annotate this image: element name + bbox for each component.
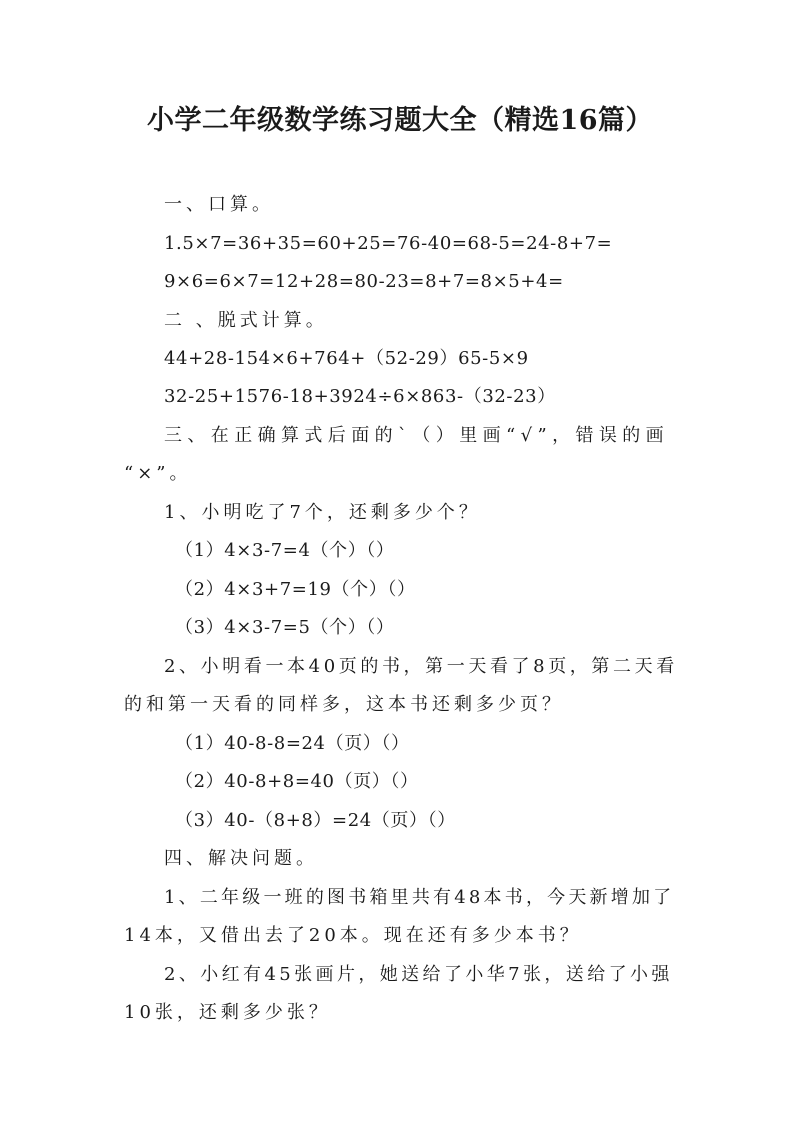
question-1-option-1: （1）4×3-7=4（个）（） xyxy=(175,540,395,561)
oral-calc-line-2: 9×6=6×7=12+28=80-23=8+7=8×5+4= xyxy=(164,271,564,292)
question-2-option-2: （2）40-8+8=40（页）（） xyxy=(175,771,419,792)
problem-2-cont: 10张，还剩多少张？ xyxy=(124,1002,331,1023)
section-heading-problems: 四、解决问题。 xyxy=(164,848,318,869)
section-heading-stepwise: 二 、脱式计算。 xyxy=(164,310,328,331)
oral-calc-line-1: 1.5×7=36+35=60+25=76-40=68-5=24-8+7= xyxy=(164,233,613,254)
question-1-option-2: （2）4×3+7=19（个）（） xyxy=(175,579,416,600)
document-title: 小学二年级数学练习题大全（精选16篇） xyxy=(146,105,654,136)
stepwise-calc-line-1: 44+28-154×6+764+（52-29）65-5×9 xyxy=(164,348,529,369)
stepwise-calc-line-2: 32-25+1576-18+3924÷6×863-（32-23） xyxy=(164,386,556,407)
problem-1-cont: 14本，又借出去了20本。现在还有多少本书？ xyxy=(124,925,582,946)
section-heading-oral: 一、口算。 xyxy=(164,194,274,215)
problem-1: 1、二年级一班的图书箱里共有48本书，今天新增加了 xyxy=(164,887,675,908)
question-2: 2、小明看一本40页的书，第一天看了8页，第二天看 xyxy=(164,656,678,677)
question-2-option-1: （1）40-8-8=24（页）（） xyxy=(175,733,410,754)
question-1: 1、小明吃了7个，还剩多少个？ xyxy=(164,502,481,523)
question-2-cont: 的和第一天看的同样多，这本书还剩多少页？ xyxy=(124,694,564,715)
question-2-option-3: （3）40-（8+8）=24（页）（） xyxy=(175,810,456,831)
question-1-option-3: （3）4×3-7=5（个）（） xyxy=(175,617,395,638)
problem-2: 2、小红有45张画片，她送给了小华7张，送给了小强 xyxy=(164,964,673,985)
section-heading-judge-cont: “×”。 xyxy=(124,463,192,484)
section-heading-judge: 三、在正确算式后面的`（）里画“√”，错误的画 xyxy=(164,425,670,446)
